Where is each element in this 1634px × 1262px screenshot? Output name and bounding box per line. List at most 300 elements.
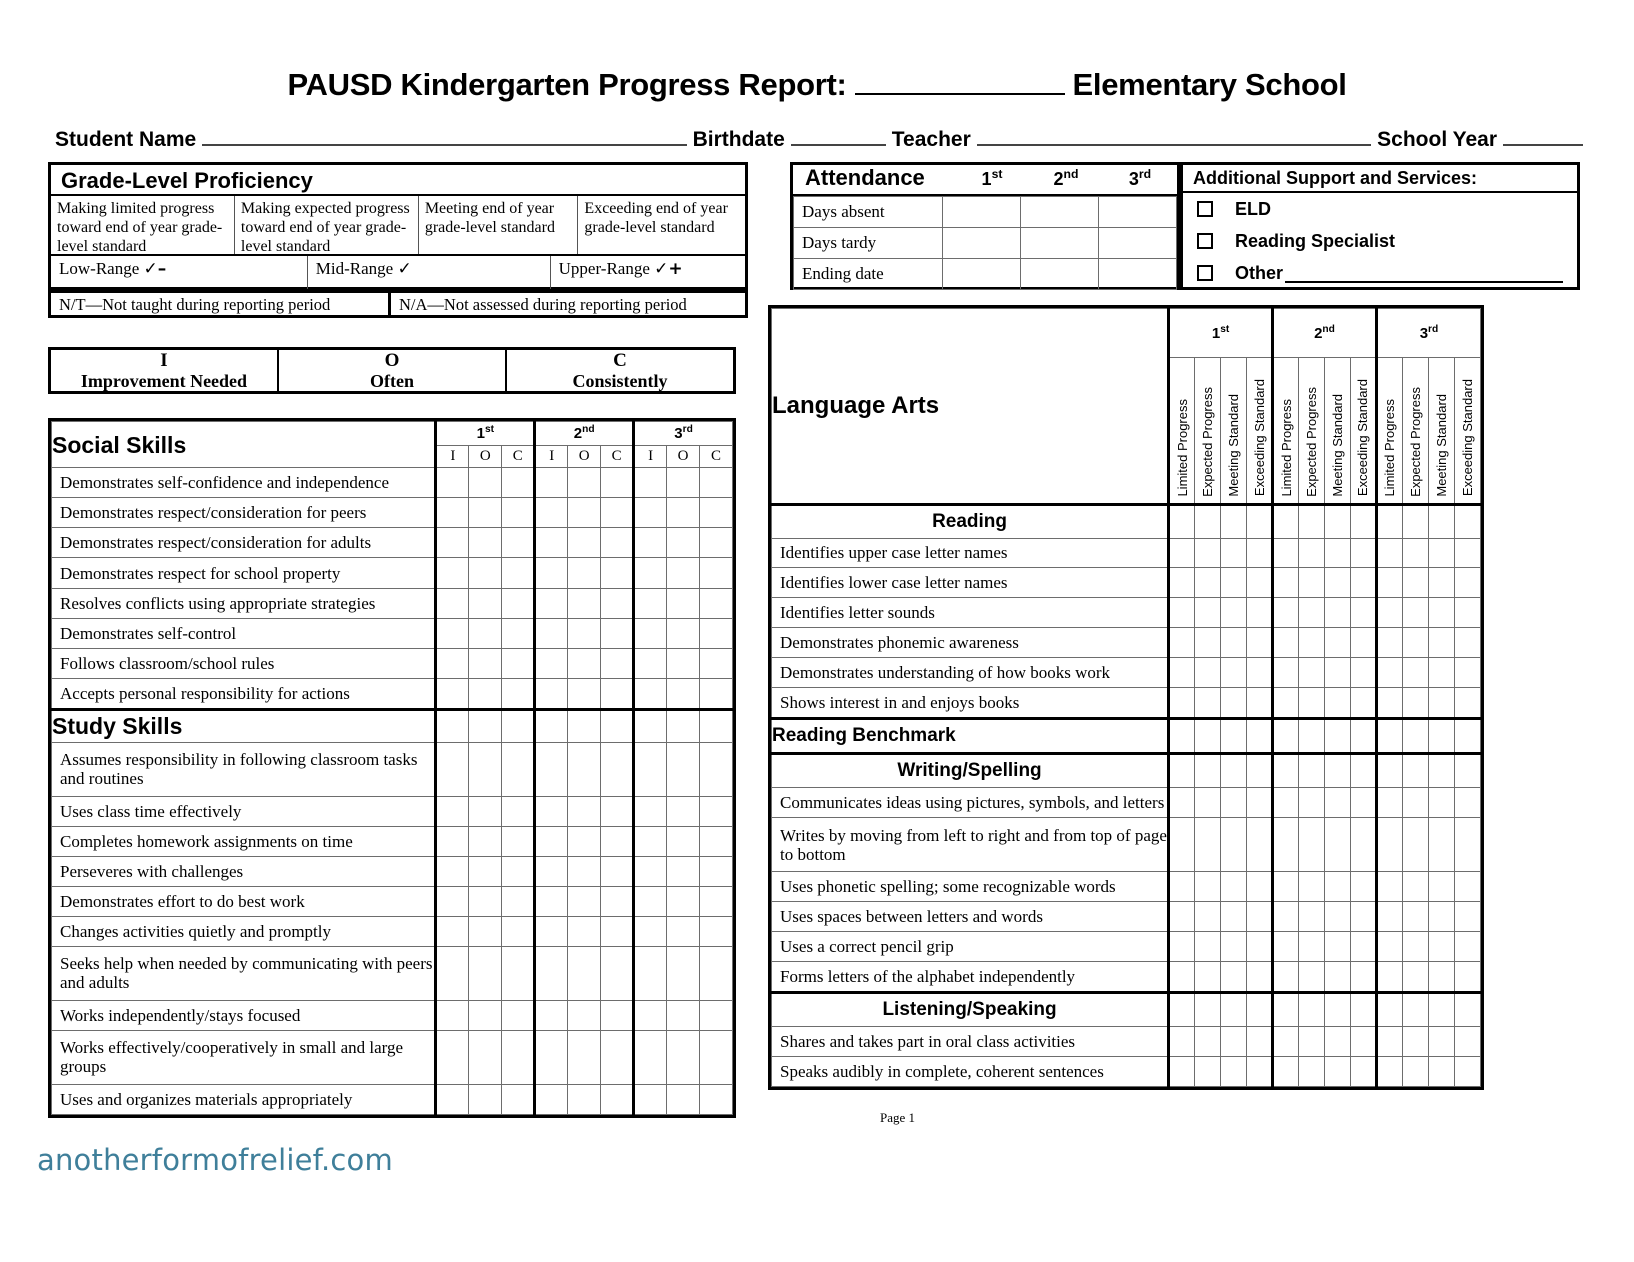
la-mark-cell[interactable] (1273, 788, 1299, 818)
la-mark-cell[interactable] (1169, 568, 1195, 598)
attendance-value-cell[interactable] (943, 228, 1021, 259)
la-mark-cell[interactable] (1221, 598, 1247, 628)
la-mark-cell[interactable] (1273, 961, 1299, 992)
la-mark-cell[interactable] (1273, 628, 1299, 658)
skills-mark-cell[interactable] (502, 678, 535, 709)
la-mark-cell[interactable] (1402, 818, 1428, 872)
la-mark-cell[interactable] (1247, 931, 1273, 961)
skills-mark-cell[interactable] (700, 916, 733, 946)
skills-mark-cell[interactable] (601, 796, 634, 826)
skills-mark-cell[interactable] (667, 678, 700, 709)
skills-mark-cell[interactable] (634, 468, 667, 498)
la-mark-cell[interactable] (1299, 538, 1325, 568)
la-mark-cell[interactable] (1376, 598, 1402, 628)
skills-mark-cell[interactable] (502, 648, 535, 678)
skills-mark-cell[interactable] (436, 1000, 469, 1030)
la-mark-cell[interactable] (1195, 628, 1221, 658)
skills-mark-cell[interactable] (502, 618, 535, 648)
la-mark-cell[interactable] (1299, 1056, 1325, 1086)
la-mark-cell[interactable] (1454, 872, 1480, 902)
school-name-blank[interactable] (855, 62, 1065, 95)
la-mark-cell[interactable] (1221, 931, 1247, 961)
la-mark-cell[interactable] (1195, 1056, 1221, 1086)
la-mark-cell[interactable] (1428, 788, 1454, 818)
school-year-input[interactable] (1503, 122, 1583, 146)
la-mark-cell[interactable] (1454, 568, 1480, 598)
la-mark-cell[interactable] (1195, 1027, 1221, 1057)
la-mark-cell[interactable] (1350, 568, 1376, 598)
skills-mark-cell[interactable] (667, 1030, 700, 1084)
skills-mark-cell[interactable] (667, 1000, 700, 1030)
skills-mark-cell[interactable] (634, 648, 667, 678)
la-mark-cell[interactable] (1221, 788, 1247, 818)
la-mark-cell[interactable] (1299, 688, 1325, 719)
la-mark-cell[interactable] (1247, 628, 1273, 658)
la-mark-cell[interactable] (1350, 961, 1376, 992)
la-mark-cell[interactable] (1428, 1056, 1454, 1086)
skills-mark-cell[interactable] (469, 618, 502, 648)
skills-mark-cell[interactable] (568, 588, 601, 618)
skills-mark-cell[interactable] (535, 678, 568, 709)
skills-mark-cell[interactable] (700, 558, 733, 588)
la-mark-cell[interactable] (1247, 538, 1273, 568)
skills-mark-cell[interactable] (502, 946, 535, 1000)
skills-mark-cell[interactable] (469, 648, 502, 678)
skills-mark-cell[interactable] (568, 796, 601, 826)
support-item[interactable] (1183, 257, 1577, 289)
la-mark-cell[interactable] (1299, 788, 1325, 818)
la-mark-cell[interactable] (1299, 568, 1325, 598)
skills-mark-cell[interactable] (700, 1030, 733, 1084)
la-mark-cell[interactable] (1273, 818, 1299, 872)
la-mark-cell[interactable] (1402, 598, 1428, 628)
skills-mark-cell[interactable] (700, 856, 733, 886)
la-mark-cell[interactable] (1169, 538, 1195, 568)
skills-mark-cell[interactable] (535, 588, 568, 618)
skills-mark-cell[interactable] (469, 742, 502, 796)
la-mark-cell[interactable] (1195, 658, 1221, 688)
skills-mark-cell[interactable] (568, 826, 601, 856)
skills-mark-cell[interactable] (634, 1030, 667, 1084)
skills-mark-cell[interactable] (634, 558, 667, 588)
skills-mark-cell[interactable] (700, 528, 733, 558)
skills-mark-cell[interactable] (568, 648, 601, 678)
skills-mark-cell[interactable] (469, 796, 502, 826)
skills-mark-cell[interactable] (601, 946, 634, 1000)
skills-mark-cell[interactable] (700, 1000, 733, 1030)
skills-mark-cell[interactable] (667, 886, 700, 916)
skills-mark-cell[interactable] (667, 558, 700, 588)
skills-mark-cell[interactable] (502, 1030, 535, 1084)
la-mark-cell[interactable] (1221, 1056, 1247, 1086)
skills-mark-cell[interactable] (469, 886, 502, 916)
la-mark-cell[interactable] (1169, 818, 1195, 872)
skills-mark-cell[interactable] (667, 468, 700, 498)
la-mark-cell[interactable] (1247, 598, 1273, 628)
la-mark-cell[interactable] (1247, 818, 1273, 872)
skills-mark-cell[interactable] (436, 528, 469, 558)
attendance-value-cell[interactable] (1021, 259, 1099, 290)
la-mark-cell[interactable] (1428, 658, 1454, 688)
la-mark-cell[interactable] (1169, 901, 1195, 931)
skills-mark-cell[interactable] (535, 648, 568, 678)
skills-mark-cell[interactable] (469, 558, 502, 588)
skills-mark-cell[interactable] (601, 618, 634, 648)
la-mark-cell[interactable] (1221, 628, 1247, 658)
checkbox-icon[interactable] (1197, 201, 1213, 217)
skills-mark-cell[interactable] (568, 558, 601, 588)
skills-mark-cell[interactable] (568, 1000, 601, 1030)
skills-mark-cell[interactable] (568, 468, 601, 498)
la-mark-cell[interactable] (1324, 872, 1350, 902)
skills-mark-cell[interactable] (601, 558, 634, 588)
la-mark-cell[interactable] (1247, 1056, 1273, 1086)
la-mark-cell[interactable] (1376, 1027, 1402, 1057)
la-mark-cell[interactable] (1428, 598, 1454, 628)
skills-mark-cell[interactable] (535, 618, 568, 648)
skills-mark-cell[interactable] (568, 946, 601, 1000)
la-mark-cell[interactable] (1428, 901, 1454, 931)
la-mark-cell[interactable] (1402, 688, 1428, 719)
skills-mark-cell[interactable] (700, 796, 733, 826)
skills-mark-cell[interactable] (436, 648, 469, 678)
la-mark-cell[interactable] (1454, 901, 1480, 931)
teacher-input[interactable] (977, 122, 1371, 146)
la-mark-cell[interactable] (1350, 1056, 1376, 1086)
skills-mark-cell[interactable] (667, 742, 700, 796)
la-mark-cell[interactable] (1454, 1056, 1480, 1086)
skills-mark-cell[interactable] (634, 618, 667, 648)
skills-mark-cell[interactable] (601, 916, 634, 946)
skills-mark-cell[interactable] (436, 618, 469, 648)
skills-mark-cell[interactable] (469, 856, 502, 886)
skills-mark-cell[interactable] (601, 1084, 634, 1114)
skills-mark-cell[interactable] (601, 648, 634, 678)
student-name-input[interactable] (202, 122, 686, 146)
la-mark-cell[interactable] (1195, 788, 1221, 818)
la-mark-cell[interactable] (1428, 538, 1454, 568)
attendance-value-cell[interactable] (943, 259, 1021, 290)
la-mark-cell[interactable] (1324, 788, 1350, 818)
la-mark-cell[interactable] (1169, 788, 1195, 818)
skills-mark-cell[interactable] (601, 1030, 634, 1084)
skills-mark-cell[interactable] (568, 856, 601, 886)
skills-mark-cell[interactable] (535, 468, 568, 498)
skills-mark-cell[interactable] (601, 498, 634, 528)
la-mark-cell[interactable] (1350, 788, 1376, 818)
la-mark-cell[interactable] (1454, 931, 1480, 961)
skills-mark-cell[interactable] (667, 618, 700, 648)
skills-mark-cell[interactable] (634, 856, 667, 886)
la-mark-cell[interactable] (1299, 931, 1325, 961)
skills-mark-cell[interactable] (436, 588, 469, 618)
skills-mark-cell[interactable] (634, 796, 667, 826)
la-mark-cell[interactable] (1299, 872, 1325, 902)
la-mark-cell[interactable] (1221, 658, 1247, 688)
skills-mark-cell[interactable] (535, 1084, 568, 1114)
skills-mark-cell[interactable] (634, 916, 667, 946)
skills-mark-cell[interactable] (502, 742, 535, 796)
la-mark-cell[interactable] (1428, 961, 1454, 992)
la-mark-cell[interactable] (1195, 931, 1221, 961)
la-mark-cell[interactable] (1299, 598, 1325, 628)
la-mark-cell[interactable] (1324, 538, 1350, 568)
skills-mark-cell[interactable] (469, 1000, 502, 1030)
la-mark-cell[interactable] (1299, 658, 1325, 688)
attendance-value-cell[interactable] (943, 197, 1021, 228)
attendance-value-cell[interactable] (1098, 259, 1176, 290)
la-mark-cell[interactable] (1402, 931, 1428, 961)
la-mark-cell[interactable] (1169, 931, 1195, 961)
la-mark-cell[interactable] (1324, 628, 1350, 658)
la-mark-cell[interactable] (1299, 628, 1325, 658)
skills-mark-cell[interactable] (535, 528, 568, 558)
skills-mark-cell[interactable] (667, 916, 700, 946)
skills-mark-cell[interactable] (634, 886, 667, 916)
la-mark-cell[interactable] (1299, 901, 1325, 931)
la-mark-cell[interactable] (1195, 538, 1221, 568)
la-mark-cell[interactable] (1324, 1056, 1350, 1086)
la-mark-cell[interactable] (1454, 818, 1480, 872)
la-mark-cell[interactable] (1376, 901, 1402, 931)
skills-mark-cell[interactable] (469, 528, 502, 558)
skills-mark-cell[interactable] (469, 498, 502, 528)
la-mark-cell[interactable] (1169, 658, 1195, 688)
la-mark-cell[interactable] (1402, 901, 1428, 931)
skills-mark-cell[interactable] (535, 1030, 568, 1084)
la-mark-cell[interactable] (1247, 788, 1273, 818)
la-mark-cell[interactable] (1376, 931, 1402, 961)
skills-mark-cell[interactable] (568, 886, 601, 916)
la-mark-cell[interactable] (1273, 568, 1299, 598)
la-mark-cell[interactable] (1169, 628, 1195, 658)
la-mark-cell[interactable] (1324, 598, 1350, 628)
la-mark-cell[interactable] (1402, 788, 1428, 818)
birthdate-input[interactable] (791, 122, 886, 146)
la-mark-cell[interactable] (1454, 788, 1480, 818)
skills-mark-cell[interactable] (601, 468, 634, 498)
skills-mark-cell[interactable] (568, 678, 601, 709)
la-mark-cell[interactable] (1402, 872, 1428, 902)
la-mark-cell[interactable] (1350, 931, 1376, 961)
skills-mark-cell[interactable] (469, 1084, 502, 1114)
la-mark-cell[interactable] (1299, 961, 1325, 992)
skills-mark-cell[interactable] (436, 678, 469, 709)
skills-mark-cell[interactable] (436, 1030, 469, 1084)
skills-mark-cell[interactable] (436, 742, 469, 796)
la-mark-cell[interactable] (1350, 598, 1376, 628)
la-mark-cell[interactable] (1247, 872, 1273, 902)
la-mark-cell[interactable] (1221, 568, 1247, 598)
la-mark-cell[interactable] (1428, 688, 1454, 719)
skills-mark-cell[interactable] (700, 886, 733, 916)
la-mark-cell[interactable] (1402, 628, 1428, 658)
la-mark-cell[interactable] (1169, 1056, 1195, 1086)
la-mark-cell[interactable] (1273, 538, 1299, 568)
skills-mark-cell[interactable] (601, 528, 634, 558)
la-mark-cell[interactable] (1247, 568, 1273, 598)
attendance-value-cell[interactable] (1098, 197, 1176, 228)
skills-mark-cell[interactable] (568, 498, 601, 528)
la-mark-cell[interactable] (1402, 538, 1428, 568)
la-mark-cell[interactable] (1324, 818, 1350, 872)
la-mark-cell[interactable] (1376, 658, 1402, 688)
skills-mark-cell[interactable] (535, 886, 568, 916)
skills-mark-cell[interactable] (469, 678, 502, 709)
skills-mark-cell[interactable] (502, 468, 535, 498)
support-other-input[interactable] (1285, 263, 1563, 283)
skills-mark-cell[interactable] (667, 826, 700, 856)
skills-mark-cell[interactable] (535, 1000, 568, 1030)
la-mark-cell[interactable] (1402, 1027, 1428, 1057)
la-mark-cell[interactable] (1221, 961, 1247, 992)
skills-mark-cell[interactable] (667, 856, 700, 886)
skills-mark-cell[interactable] (436, 916, 469, 946)
attendance-value-cell[interactable] (1098, 228, 1176, 259)
skills-mark-cell[interactable] (469, 1030, 502, 1084)
la-mark-cell[interactable] (1324, 901, 1350, 931)
skills-mark-cell[interactable] (436, 468, 469, 498)
la-mark-cell[interactable] (1299, 818, 1325, 872)
la-mark-cell[interactable] (1247, 961, 1273, 992)
skills-mark-cell[interactable] (469, 916, 502, 946)
la-mark-cell[interactable] (1428, 818, 1454, 872)
skills-mark-cell[interactable] (469, 946, 502, 1000)
la-mark-cell[interactable] (1221, 818, 1247, 872)
checkbox-icon[interactable] (1197, 233, 1213, 249)
la-mark-cell[interactable] (1428, 872, 1454, 902)
la-mark-cell[interactable] (1273, 598, 1299, 628)
la-mark-cell[interactable] (1454, 961, 1480, 992)
la-mark-cell[interactable] (1169, 598, 1195, 628)
skills-mark-cell[interactable] (502, 796, 535, 826)
la-mark-cell[interactable] (1454, 538, 1480, 568)
la-mark-cell[interactable] (1454, 658, 1480, 688)
la-mark-cell[interactable] (1169, 1027, 1195, 1057)
skills-mark-cell[interactable] (535, 796, 568, 826)
la-mark-cell[interactable] (1195, 688, 1221, 719)
la-mark-cell[interactable] (1376, 688, 1402, 719)
checkbox-icon[interactable] (1197, 265, 1213, 281)
la-mark-cell[interactable] (1195, 872, 1221, 902)
skills-mark-cell[interactable] (436, 558, 469, 588)
skills-mark-cell[interactable] (667, 796, 700, 826)
la-mark-cell[interactable] (1402, 568, 1428, 598)
la-mark-cell[interactable] (1376, 568, 1402, 598)
la-mark-cell[interactable] (1454, 1027, 1480, 1057)
support-item[interactable] (1183, 193, 1577, 225)
la-mark-cell[interactable] (1273, 931, 1299, 961)
skills-mark-cell[interactable] (700, 468, 733, 498)
skills-mark-cell[interactable] (535, 916, 568, 946)
skills-mark-cell[interactable] (502, 886, 535, 916)
skills-mark-cell[interactable] (568, 1084, 601, 1114)
la-mark-cell[interactable] (1169, 961, 1195, 992)
la-mark-cell[interactable] (1247, 688, 1273, 719)
la-mark-cell[interactable] (1247, 1027, 1273, 1057)
skills-mark-cell[interactable] (700, 588, 733, 618)
skills-mark-cell[interactable] (634, 1000, 667, 1030)
skills-mark-cell[interactable] (436, 856, 469, 886)
skills-mark-cell[interactable] (502, 826, 535, 856)
la-mark-cell[interactable] (1376, 961, 1402, 992)
la-mark-cell[interactable] (1195, 818, 1221, 872)
skills-mark-cell[interactable] (436, 796, 469, 826)
skills-mark-cell[interactable] (535, 856, 568, 886)
skills-mark-cell[interactable] (601, 678, 634, 709)
la-mark-cell[interactable] (1324, 931, 1350, 961)
la-mark-cell[interactable] (1247, 658, 1273, 688)
la-mark-cell[interactable] (1350, 901, 1376, 931)
la-mark-cell[interactable] (1402, 961, 1428, 992)
la-mark-cell[interactable] (1169, 872, 1195, 902)
skills-mark-cell[interactable] (469, 826, 502, 856)
la-mark-cell[interactable] (1402, 658, 1428, 688)
skills-mark-cell[interactable] (700, 618, 733, 648)
skills-mark-cell[interactable] (502, 856, 535, 886)
skills-mark-cell[interactable] (535, 498, 568, 528)
skills-mark-cell[interactable] (700, 946, 733, 1000)
skills-mark-cell[interactable] (568, 1030, 601, 1084)
la-mark-cell[interactable] (1376, 788, 1402, 818)
skills-mark-cell[interactable] (469, 588, 502, 618)
skills-mark-cell[interactable] (568, 916, 601, 946)
skills-mark-cell[interactable] (535, 742, 568, 796)
la-mark-cell[interactable] (1195, 568, 1221, 598)
skills-mark-cell[interactable] (634, 588, 667, 618)
la-mark-cell[interactable] (1221, 688, 1247, 719)
skills-mark-cell[interactable] (502, 588, 535, 618)
skills-mark-cell[interactable] (469, 468, 502, 498)
skills-mark-cell[interactable] (502, 528, 535, 558)
skills-mark-cell[interactable] (667, 528, 700, 558)
la-mark-cell[interactable] (1454, 688, 1480, 719)
la-mark-cell[interactable] (1324, 961, 1350, 992)
skills-mark-cell[interactable] (502, 558, 535, 588)
skills-mark-cell[interactable] (634, 742, 667, 796)
skills-mark-cell[interactable] (502, 498, 535, 528)
la-mark-cell[interactable] (1195, 961, 1221, 992)
skills-mark-cell[interactable] (700, 678, 733, 709)
skills-mark-cell[interactable] (634, 826, 667, 856)
la-mark-cell[interactable] (1273, 872, 1299, 902)
skills-mark-cell[interactable] (634, 678, 667, 709)
skills-mark-cell[interactable] (700, 498, 733, 528)
la-mark-cell[interactable] (1350, 818, 1376, 872)
la-mark-cell[interactable] (1428, 1027, 1454, 1057)
skills-mark-cell[interactable] (700, 742, 733, 796)
skills-mark-cell[interactable] (502, 1000, 535, 1030)
skills-mark-cell[interactable] (568, 618, 601, 648)
la-mark-cell[interactable] (1428, 568, 1454, 598)
la-mark-cell[interactable] (1350, 658, 1376, 688)
skills-mark-cell[interactable] (601, 886, 634, 916)
la-mark-cell[interactable] (1273, 1056, 1299, 1086)
la-mark-cell[interactable] (1350, 1027, 1376, 1057)
skills-mark-cell[interactable] (601, 1000, 634, 1030)
la-mark-cell[interactable] (1376, 818, 1402, 872)
la-mark-cell[interactable] (1350, 538, 1376, 568)
skills-mark-cell[interactable] (601, 742, 634, 796)
skills-mark-cell[interactable] (700, 826, 733, 856)
la-mark-cell[interactable] (1376, 1056, 1402, 1086)
skills-mark-cell[interactable] (436, 946, 469, 1000)
la-mark-cell[interactable] (1402, 1056, 1428, 1086)
la-mark-cell[interactable] (1273, 1027, 1299, 1057)
skills-mark-cell[interactable] (502, 916, 535, 946)
la-mark-cell[interactable] (1376, 872, 1402, 902)
skills-mark-cell[interactable] (667, 1084, 700, 1114)
